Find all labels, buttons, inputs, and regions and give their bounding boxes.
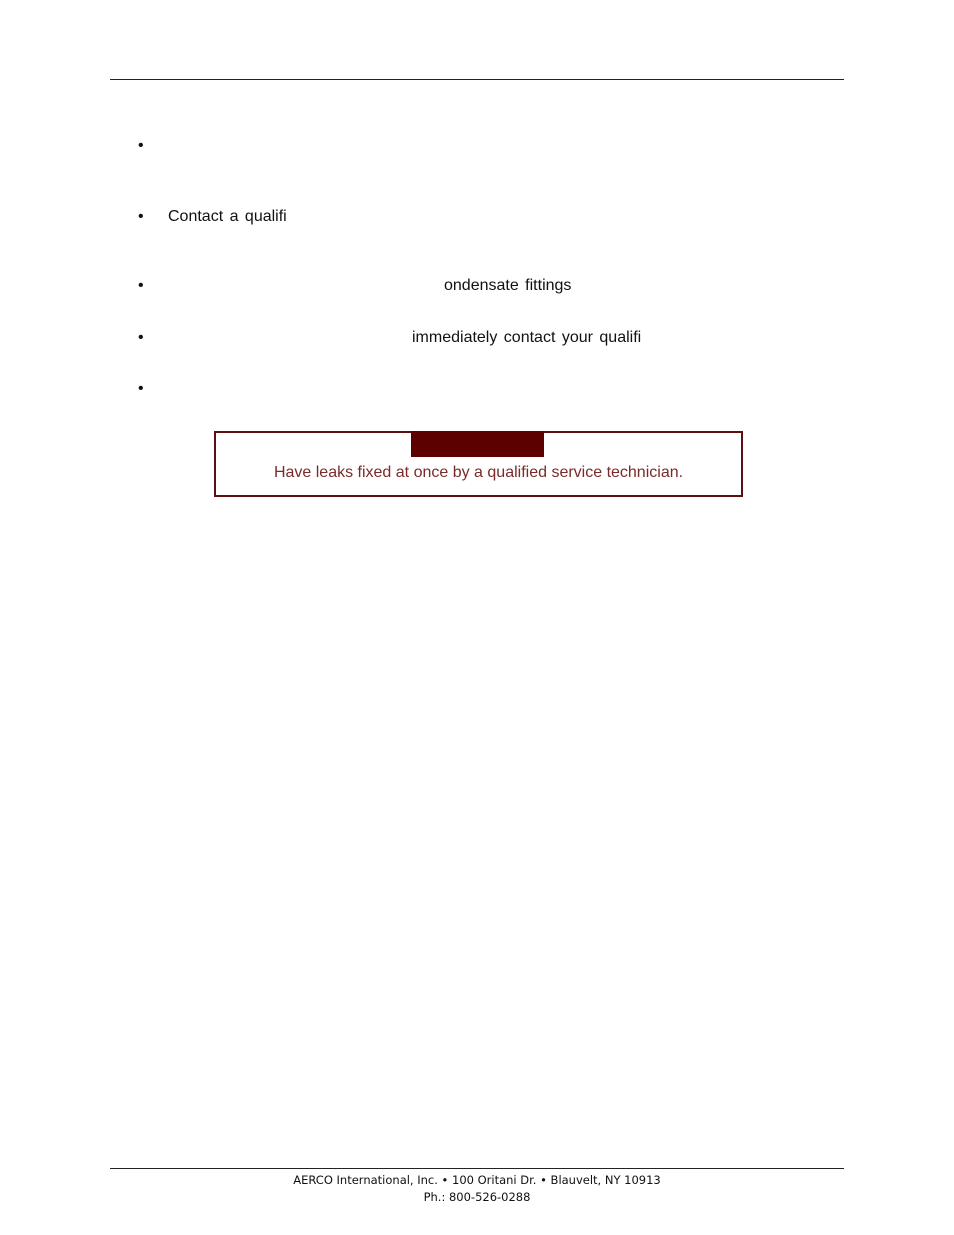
footer-rule <box>110 1168 844 1169</box>
footer-phone: Ph.: 800-526-0288 <box>423 1190 531 1204</box>
list-item-text: Contact a qualifi <box>168 208 287 225</box>
footer-address: AERCO International, Inc. • 100 Oritani Dr. • Blauvelt, NY 10913 <box>293 1173 661 1187</box>
list-item <box>138 205 838 229</box>
warning-header <box>411 431 544 457</box>
list-item-text: immediately contact your qualifi <box>412 329 642 346</box>
page-footer <box>110 1172 844 1206</box>
bullet-dot-icon: • <box>138 329 144 346</box>
warning-message: Have leaks fixed at once by a qualified service technician. <box>273 464 684 481</box>
list-item <box>138 134 838 158</box>
bullet-dot-icon: • <box>138 137 144 154</box>
bullet-dot-icon: • <box>138 380 144 397</box>
bullet-dot-icon: • <box>138 277 144 294</box>
warning-box <box>214 431 743 497</box>
list-item <box>138 326 838 350</box>
list-item <box>138 274 838 298</box>
bullet-list <box>0 0 954 420</box>
list-item <box>138 377 838 401</box>
list-item-text: ondensate fittings <box>444 277 572 294</box>
bullet-dot-icon: • <box>138 208 144 225</box>
